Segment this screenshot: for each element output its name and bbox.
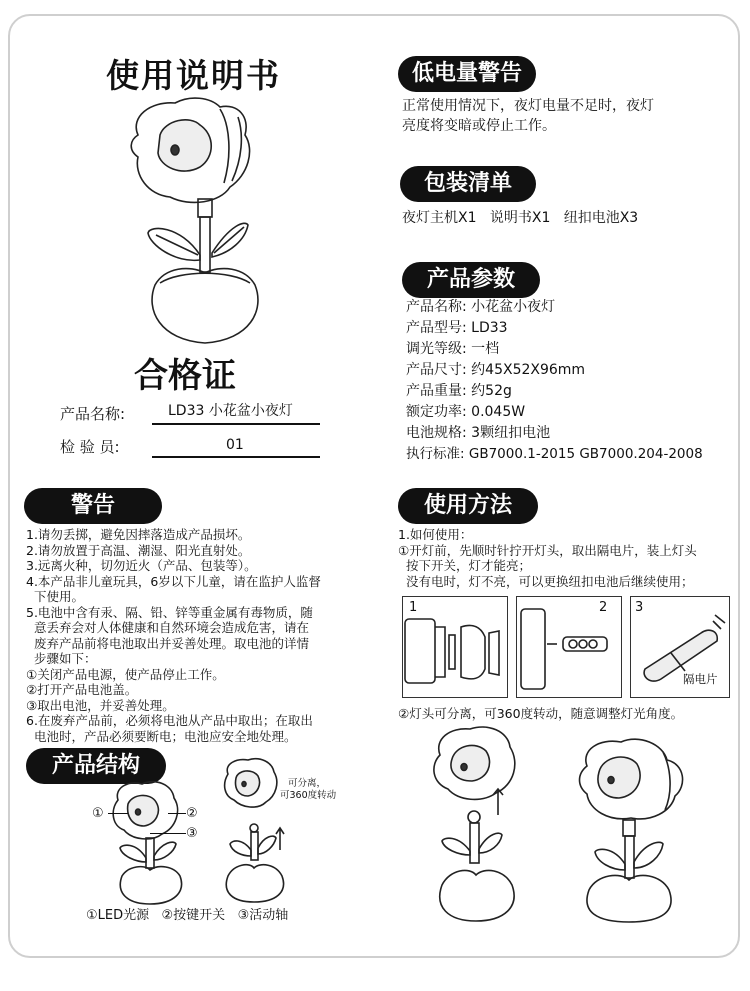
callout-line-2 — [168, 813, 186, 814]
warning-line: ②打开产品电池盖。 — [26, 682, 138, 697]
rotate-note: ②灯头可分离，可360度转动，随意调整灯光角度。 — [398, 706, 684, 721]
param-value: 3颗纽扣电池 — [471, 425, 551, 441]
step-number: 2 — [599, 600, 608, 615]
usage-line: ①开灯前，先顺时针拧开灯头，取出隔电片，装上灯头 — [398, 542, 697, 558]
structure-legend: ①LED光源 ②按键开关 ③活动轴 — [86, 908, 289, 923]
insulator-label: 隔电片 — [683, 672, 718, 686]
product-name-underline — [152, 423, 320, 425]
params-heading: 产品参数 — [402, 262, 540, 298]
product-name-label: 产品名称: — [60, 405, 126, 423]
param-row — [406, 340, 703, 361]
usage-step-1-panel — [402, 596, 508, 698]
step-number: 3 — [635, 600, 644, 615]
structure-heading: 产品结构 — [26, 748, 166, 784]
warning-line: 2.请勿放置于高温、潮湿、阳光直射处。 — [26, 542, 251, 558]
warning-line: 6.在废弃产品前，必须将电池从产品中取出；在取出 — [26, 713, 313, 728]
param-value: 小花盆小夜灯 — [471, 299, 556, 315]
usage-detached-head-illustration — [430, 725, 540, 925]
callout-line-3 — [150, 833, 186, 834]
callout-3: ③ — [186, 826, 198, 841]
usage-rotated-head-illustration — [575, 738, 695, 923]
usage-instructions — [398, 527, 697, 589]
usage-line: 按下开关，灯才能亮； — [398, 558, 531, 573]
param-row — [406, 298, 703, 319]
inspector-underline — [152, 456, 320, 458]
warning-list — [26, 527, 321, 744]
param-row — [406, 382, 703, 403]
detach-note-2: 可360度转动 — [280, 790, 337, 801]
step-2-illustration — [517, 597, 623, 699]
inspector-value: 01 — [226, 437, 244, 453]
product-name-value: LD33 小花盆小夜灯 — [168, 403, 293, 419]
params-table — [406, 298, 703, 466]
param-value: LD33 — [471, 320, 508, 336]
param-value: 约52g — [471, 383, 512, 399]
detach-note-1: 可分离， — [288, 778, 327, 789]
param-value: 0.045W — [471, 404, 526, 420]
param-label: 调光等级: — [406, 341, 467, 357]
param-label: 产品重量: — [406, 383, 467, 399]
param-row — [406, 319, 703, 340]
flower-lamp-illustration — [120, 95, 280, 345]
certificate-title: 合格证 — [134, 356, 236, 396]
callout-line-1 — [108, 813, 128, 814]
param-label: 产品名称: — [406, 299, 467, 315]
warning-line: 电池时，产品必须要断电；电池应安全地处理。 — [26, 728, 297, 744]
param-row — [406, 424, 703, 445]
inspector-label: 检 验 员: — [60, 438, 120, 456]
usage-step-2-panel — [516, 596, 622, 698]
param-row — [406, 361, 703, 382]
low-battery-line-1: 正常使用情况下，夜灯电量不足时，夜灯 — [402, 98, 654, 114]
packing-items: 夜灯主机X1 说明书X1 纽扣电池X3 — [402, 210, 639, 226]
param-value: GB7000.1-2015 GB7000.204-2008 — [468, 446, 703, 462]
warning-heading: 警告 — [24, 488, 162, 524]
param-label: 电池规格: — [406, 425, 467, 441]
param-label: 额定功率: — [406, 404, 467, 420]
param-value: 约45X52X96mm — [471, 362, 586, 378]
warning-line: 4.本产品非儿童玩具，6岁以下儿童，请在监护人监督 — [26, 573, 321, 589]
step-number: 1 — [409, 600, 418, 615]
param-label: 产品尺寸: — [406, 362, 467, 378]
low-battery-heading: 低电量警告 — [398, 56, 536, 92]
warning-line: 1.请勿丢掷，避免因摔落造成产品损坏。 — [26, 527, 251, 542]
warning-line: ③取出电池，并妥善处理。 — [26, 697, 175, 713]
warning-line: 下使用。 — [26, 589, 84, 604]
warning-line: 意丢弃会对人体健康和自然环境会造成危害，请在 — [26, 620, 309, 635]
structure-diagram-left — [100, 780, 210, 905]
warning-line: 废弃产品前将电池取出并妥善处理。取电池的详情 — [26, 635, 309, 651]
packing-heading: 包装清单 — [400, 166, 536, 202]
callout-1: ① — [92, 806, 104, 821]
param-label: 产品型号: — [406, 320, 467, 336]
param-label: 执行标准: — [406, 446, 465, 462]
usage-step-3-panel — [630, 596, 730, 698]
usage-line: 没有电时，灯不亮，可以更换纽扣电池后继续使用； — [398, 573, 694, 589]
warning-line: ①关闭产品电源，使产品停止工作。 — [26, 666, 225, 682]
warning-line: 3.远离火种，切勿近火（产品、包装等）。 — [26, 558, 257, 573]
callout-2: ② — [186, 806, 198, 821]
warning-line: 5.电池中含有汞、隔、铅、锌等重金属有毒物质，随 — [26, 604, 313, 620]
manual-title: 使用说明书 — [106, 56, 281, 95]
warning-line: 步骤如下： — [26, 651, 97, 666]
low-battery-line-2: 亮度将变暗或停止工作。 — [402, 118, 556, 134]
param-row — [406, 403, 703, 424]
usage-heading: 使用方法 — [398, 488, 538, 524]
usage-line: 1.如何使用： — [398, 527, 473, 542]
param-value: 一档 — [471, 341, 500, 357]
step-1-illustration — [403, 597, 509, 699]
param-row — [406, 445, 703, 466]
